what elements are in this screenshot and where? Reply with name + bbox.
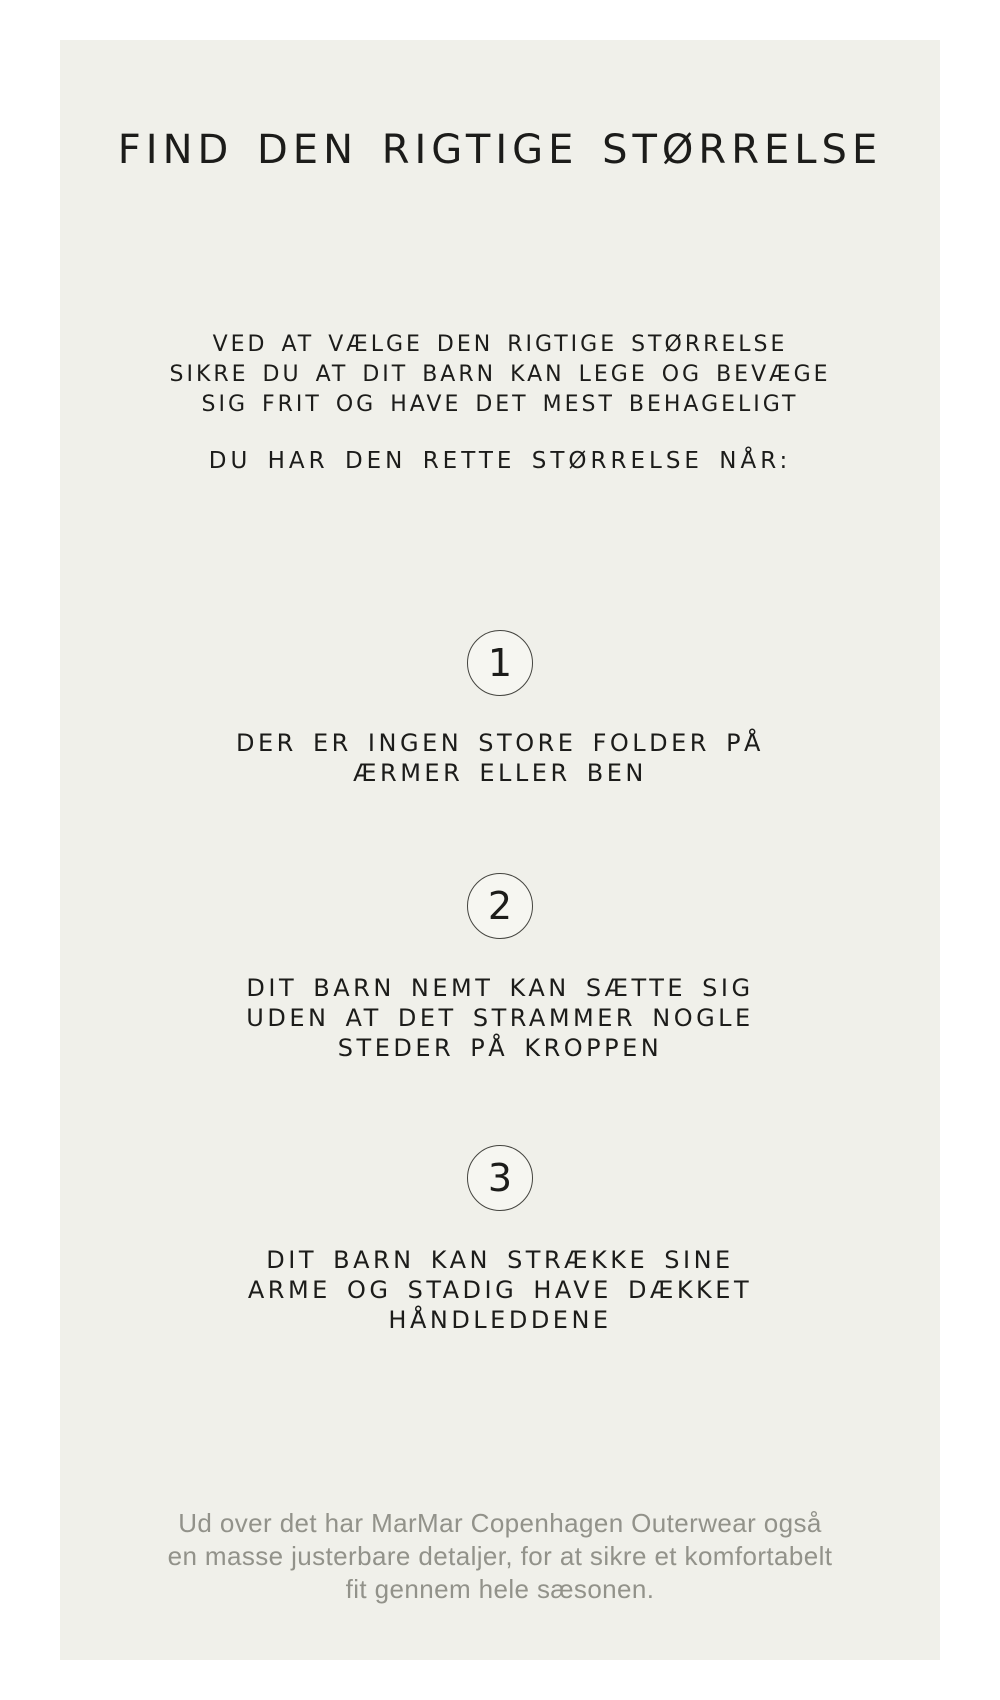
- page-title: FIND DEN RIGTIGE STØRRELSE: [117, 127, 883, 173]
- step-1-number-circle: [467, 630, 533, 696]
- step-2-number-circle: [467, 873, 533, 939]
- footer-line: en masse justerbare detaljer, for at sikre et komfortabelt: [167, 1541, 833, 1571]
- step-2-number: 2: [487, 884, 513, 928]
- step-line: STEDER PÅ KROPPEN: [337, 1034, 663, 1062]
- step-line: HÅNDLEDDENE: [388, 1306, 612, 1334]
- step-3-number-circle: [467, 1145, 533, 1211]
- footer-line: fit gennem hele sæsonen.: [345, 1574, 655, 1604]
- step-line: UDEN AT DET STRAMMER NOGLE: [246, 1004, 754, 1032]
- step-3-number: 3: [487, 1156, 513, 1200]
- step-1-number: 1: [487, 641, 513, 685]
- intro-line: SIG FRIT OG HAVE DET MEST BEHAGELIGT: [201, 392, 799, 417]
- subtitle: DU HAR DEN RETTE STØRRELSE NÅR:: [208, 448, 792, 474]
- footer-line: Ud over det har MarMar Copenhagen Outerwear også: [178, 1508, 822, 1538]
- step-2-text: [60, 973, 940, 1063]
- step-line: DER ER INGEN STORE FOLDER PÅ: [236, 729, 764, 757]
- intro-line: SIKRE DU AT DIT BARN KAN LEGE OG BEVÆGE: [169, 362, 831, 387]
- intro-line: VED AT VÆLGE DEN RIGTIGE STØRRELSE: [212, 332, 788, 357]
- step-line: DIT BARN KAN STRÆKKE SINE: [266, 1246, 734, 1274]
- intro-text: [60, 330, 940, 420]
- footer-note: [60, 1507, 940, 1606]
- step-line: DIT BARN NEMT KAN SÆTTE SIG: [246, 974, 754, 1002]
- step-3-text: [60, 1245, 940, 1335]
- step-1-text: [60, 728, 940, 788]
- content-panel: [60, 40, 940, 1660]
- step-line: ÆRMER ELLER BEN: [353, 759, 647, 787]
- step-line: ARME OG STADIG HAVE DÆKKET: [247, 1276, 753, 1304]
